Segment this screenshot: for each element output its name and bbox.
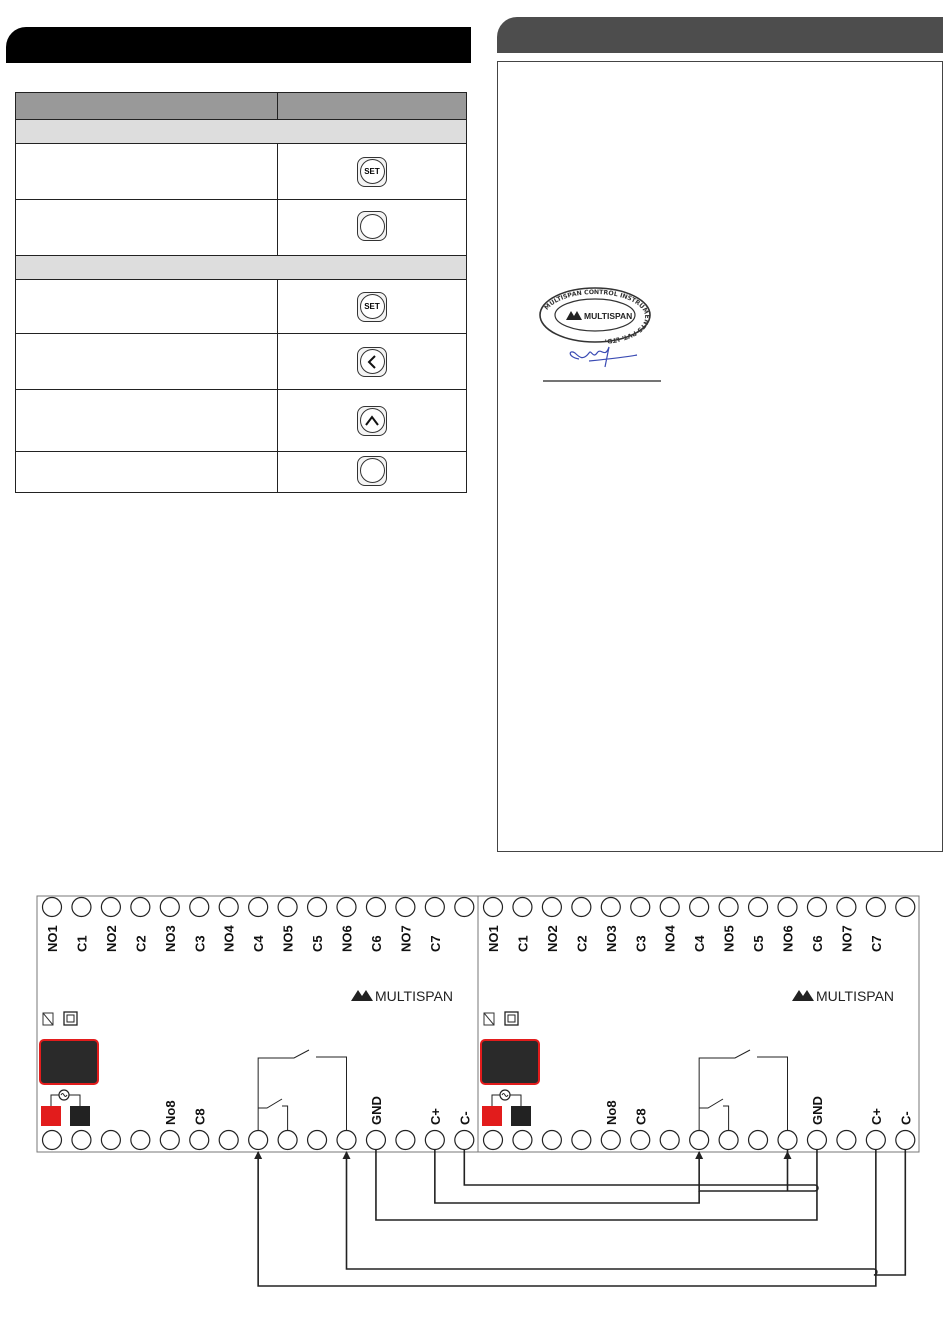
section-header-right xyxy=(497,17,943,53)
terminal-screw xyxy=(484,898,503,917)
terminal-label: C7 xyxy=(868,935,884,952)
table-section-row xyxy=(16,256,467,280)
blank-key-icon xyxy=(357,211,387,241)
terminal-label: C8 xyxy=(633,1108,649,1125)
controller-device xyxy=(37,896,478,1152)
key-face xyxy=(360,214,385,239)
terminal-screw xyxy=(249,898,268,917)
terminal-screw xyxy=(337,898,356,917)
table-row xyxy=(16,390,467,452)
terminal-label: C7 xyxy=(427,935,443,952)
terminal-screw xyxy=(190,898,209,917)
terminal-label: C+ xyxy=(868,1108,884,1125)
terminal-screw xyxy=(542,898,561,917)
terminal-screw xyxy=(749,1131,768,1150)
terminal-screw xyxy=(660,1131,679,1150)
section-header-left xyxy=(6,27,471,63)
terminal-label: C2 xyxy=(133,935,149,952)
key-cell xyxy=(278,452,467,493)
key-cell xyxy=(278,144,467,200)
terminal-label: C3 xyxy=(192,935,208,952)
terminal-screw xyxy=(101,1131,120,1150)
terminal-label: C1 xyxy=(74,935,90,952)
terminal-screw xyxy=(866,1131,885,1150)
terminal-label: C5 xyxy=(751,935,767,952)
terminal-label: NO4 xyxy=(221,925,237,952)
terminal-label: NO1 xyxy=(45,925,60,952)
key-cell xyxy=(278,390,467,452)
set-key-icon xyxy=(357,157,387,187)
terminal-label: C6 xyxy=(809,935,825,952)
power-terminal-red xyxy=(482,1106,502,1126)
terminal-label: C2 xyxy=(574,935,590,952)
function-cell xyxy=(16,280,278,334)
terminal-label: C- xyxy=(457,1111,473,1125)
terminal-screw xyxy=(778,1131,797,1150)
terminal-screw xyxy=(249,1131,268,1150)
function-cell xyxy=(16,390,278,452)
terminal-screw xyxy=(660,898,679,917)
table-header-key xyxy=(278,93,467,120)
brand-name: MULTISPAN xyxy=(375,988,454,1004)
wire-relay-to-cplus xyxy=(258,1150,876,1286)
terminal-screw xyxy=(72,1131,91,1150)
table-row xyxy=(16,200,467,256)
function-cell xyxy=(16,334,278,390)
terminal-label: C6 xyxy=(368,935,384,952)
table-header-function xyxy=(16,93,278,120)
terminal-screw xyxy=(455,898,474,917)
terminal-screw xyxy=(190,1131,209,1150)
terminal-screw xyxy=(72,898,91,917)
terminal-label: NO4 xyxy=(662,925,678,952)
terminal-label: C+ xyxy=(427,1108,443,1125)
declaration-panel xyxy=(497,61,943,852)
table-row xyxy=(16,144,467,200)
terminal-label: No8 xyxy=(162,1100,178,1125)
terminal-screw xyxy=(837,1131,856,1150)
terminal-screw xyxy=(425,1131,444,1150)
wiring-diagram xyxy=(0,880,950,1344)
seal-arc-text: MULTISPAN CONTROL INSTRUMENTS PVT. LTD. xyxy=(543,288,651,345)
key-cell xyxy=(278,280,467,334)
terminal-screw xyxy=(101,898,120,917)
terminal-screw xyxy=(513,1131,532,1150)
terminal-screw xyxy=(572,898,591,917)
terminal-screw xyxy=(778,898,797,917)
terminal-label: NO3 xyxy=(162,925,178,952)
key-cell xyxy=(278,200,467,256)
terminal-screw xyxy=(572,1131,591,1150)
section-cell xyxy=(16,256,467,280)
terminal-screw xyxy=(160,898,179,917)
terminal-screw xyxy=(396,1131,415,1150)
terminal-label: GND xyxy=(368,1096,384,1125)
terminal-label: GND xyxy=(809,1096,825,1125)
terminal-label: C3 xyxy=(633,935,649,952)
wire-cminus-to-relay xyxy=(464,1150,818,1191)
terminal-screw xyxy=(308,1131,327,1150)
terminal-screw xyxy=(396,898,415,917)
terminal-screw xyxy=(896,898,915,917)
terminal-screw xyxy=(278,898,297,917)
function-cell xyxy=(16,452,278,493)
terminal-screw xyxy=(219,1131,238,1150)
power-terminal-red xyxy=(41,1106,61,1126)
terminal-screw xyxy=(601,898,620,917)
terminal-label: NO3 xyxy=(603,925,619,952)
table-row xyxy=(16,280,467,334)
terminal-screw xyxy=(807,1131,826,1150)
terminal-screw xyxy=(719,1131,738,1150)
display-window xyxy=(481,1040,539,1084)
key-face xyxy=(360,458,385,483)
terminal-screw xyxy=(690,1131,709,1150)
wire-cplus xyxy=(435,1150,699,1203)
key-face: SET xyxy=(360,159,385,184)
terminal-label: NO5 xyxy=(280,925,296,952)
terminal-label: NO7 xyxy=(839,925,855,952)
terminal-screw xyxy=(631,898,650,917)
section-cell xyxy=(16,120,467,144)
table-section-row xyxy=(16,120,467,144)
brand-name: MULTISPAN xyxy=(816,988,895,1004)
terminal-label: C4 xyxy=(251,935,267,952)
terminal-screw xyxy=(484,1131,503,1150)
terminal-screw xyxy=(601,1131,620,1150)
terminal-screw xyxy=(308,898,327,917)
terminal-screw xyxy=(131,898,150,917)
terminal-screw xyxy=(631,1131,650,1150)
terminal-screw xyxy=(160,1131,179,1150)
terminal-label: C8 xyxy=(192,1108,208,1125)
terminal-screw xyxy=(513,898,532,917)
table-row xyxy=(16,452,467,493)
terminal-screw xyxy=(425,898,444,917)
display-window xyxy=(40,1040,98,1084)
terminal-screw xyxy=(749,898,768,917)
function-cell xyxy=(16,144,278,200)
terminal-label: No8 xyxy=(603,1100,619,1125)
left-arrow-key-icon xyxy=(357,347,387,377)
terminal-label: NO2 xyxy=(544,925,560,952)
key-face xyxy=(360,349,385,374)
terminal-screw xyxy=(337,1131,356,1150)
terminal-screw xyxy=(43,1131,62,1150)
terminal-screw xyxy=(366,1131,385,1150)
signature-scribble xyxy=(570,347,637,367)
terminal-label: NO7 xyxy=(398,925,414,952)
table-row xyxy=(16,334,467,390)
keypad-function-table xyxy=(15,92,467,493)
terminal-label: NO6 xyxy=(339,925,355,952)
terminal-screw xyxy=(807,898,826,917)
blank-key-icon xyxy=(357,456,387,486)
company-seal-stamp xyxy=(539,287,664,387)
terminal-label: C1 xyxy=(515,935,531,952)
wire-relay-to-cminus xyxy=(347,1150,906,1275)
key-cell xyxy=(278,334,467,390)
key-face: SET xyxy=(360,294,385,319)
terminal-screw xyxy=(278,1131,297,1150)
controller-device xyxy=(478,896,919,1152)
power-terminal-black xyxy=(70,1106,90,1126)
function-cell xyxy=(16,200,278,256)
key-face xyxy=(360,408,385,433)
terminal-label: NO2 xyxy=(103,925,119,952)
terminal-label: NO6 xyxy=(780,925,796,952)
set-key-icon xyxy=(357,292,387,322)
power-terminal-black xyxy=(511,1106,531,1126)
up-arrow-key-icon xyxy=(357,406,387,436)
terminal-screw xyxy=(719,898,738,917)
table-header-row xyxy=(16,93,467,120)
terminal-screw xyxy=(43,898,62,917)
seal-logo-icon xyxy=(566,311,582,320)
terminal-screw xyxy=(455,1131,474,1150)
terminal-screw xyxy=(542,1131,561,1150)
terminal-label: NO1 xyxy=(486,925,501,952)
terminal-screw xyxy=(131,1131,150,1150)
terminal-screw xyxy=(690,898,709,917)
seal-logo-text: MULTISPAN xyxy=(584,311,633,321)
terminal-label: C- xyxy=(898,1111,914,1125)
terminal-label: C5 xyxy=(310,935,326,952)
terminal-screw xyxy=(866,898,885,917)
terminal-label: C4 xyxy=(692,935,708,952)
terminal-screw xyxy=(896,1131,915,1150)
terminal-screw xyxy=(837,898,856,917)
terminal-screw xyxy=(219,898,238,917)
terminal-label: NO5 xyxy=(721,925,737,952)
terminal-screw xyxy=(366,898,385,917)
